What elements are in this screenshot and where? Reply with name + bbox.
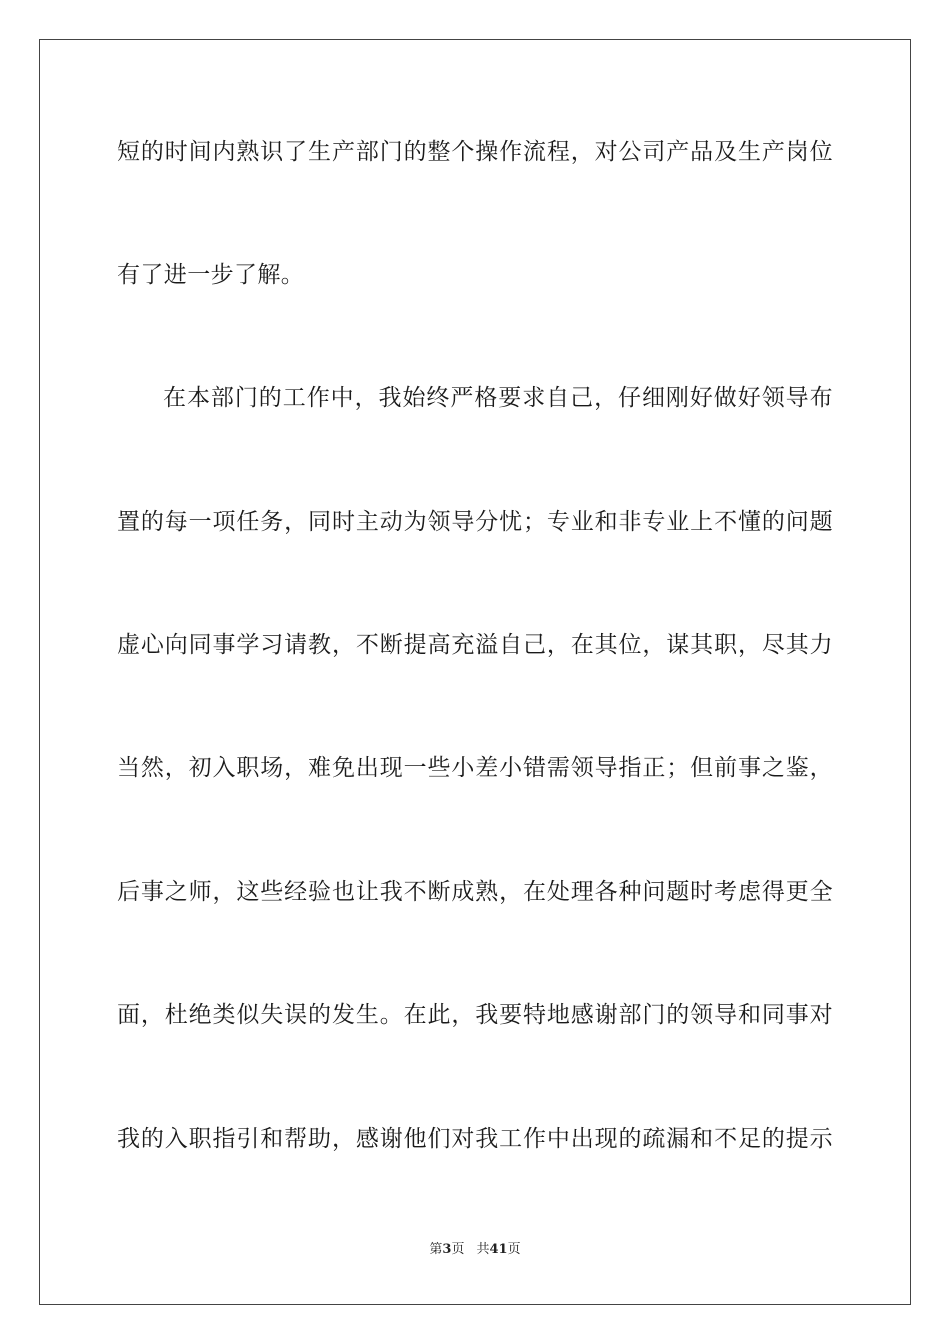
text-line: 虚心向同事学习请教，不断提高充溢自己，在其位，谋其职，尽其力 [117, 632, 833, 658]
text-line: 置的每一项任务，同时主动为领导分忧；专业和非专业上不懂的问题 [117, 509, 833, 535]
page-number: 3 [442, 1242, 452, 1257]
page-border [39, 39, 911, 1305]
page-suffix: 页 [451, 1242, 465, 1257]
total-pages: 41 [489, 1242, 508, 1257]
paragraph-first-line: 在本部门的工作中，我始终严格要求自己，仔细刚好做好领导布 [163, 385, 833, 411]
total-prefix: 共 [476, 1242, 490, 1257]
page-footer [0, 1241, 950, 1259]
text-line: 面，杜绝类似失误的发生。在此，我要特地感谢部门的领导和同事对 [117, 1002, 833, 1028]
total-suffix: 页 [507, 1242, 521, 1257]
page-prefix: 第 [429, 1242, 443, 1257]
text-line: 有了进一步了解。 [117, 262, 305, 288]
text-line: 后事之师，这些经验也让我不断成熟，在处理各种问题时考虑得更全 [117, 879, 833, 905]
text-line: 短的时间内熟识了生产部门的整个操作流程，对公司产品及生产岗位 [117, 139, 833, 165]
text-line: 我的入职指引和帮助，感谢他们对我工作中出现的疏漏和不足的提示 [117, 1126, 833, 1152]
text-line: 当然，初入职场，难免出现一些小差小错需领导指正；但前事之鉴， [117, 755, 833, 781]
